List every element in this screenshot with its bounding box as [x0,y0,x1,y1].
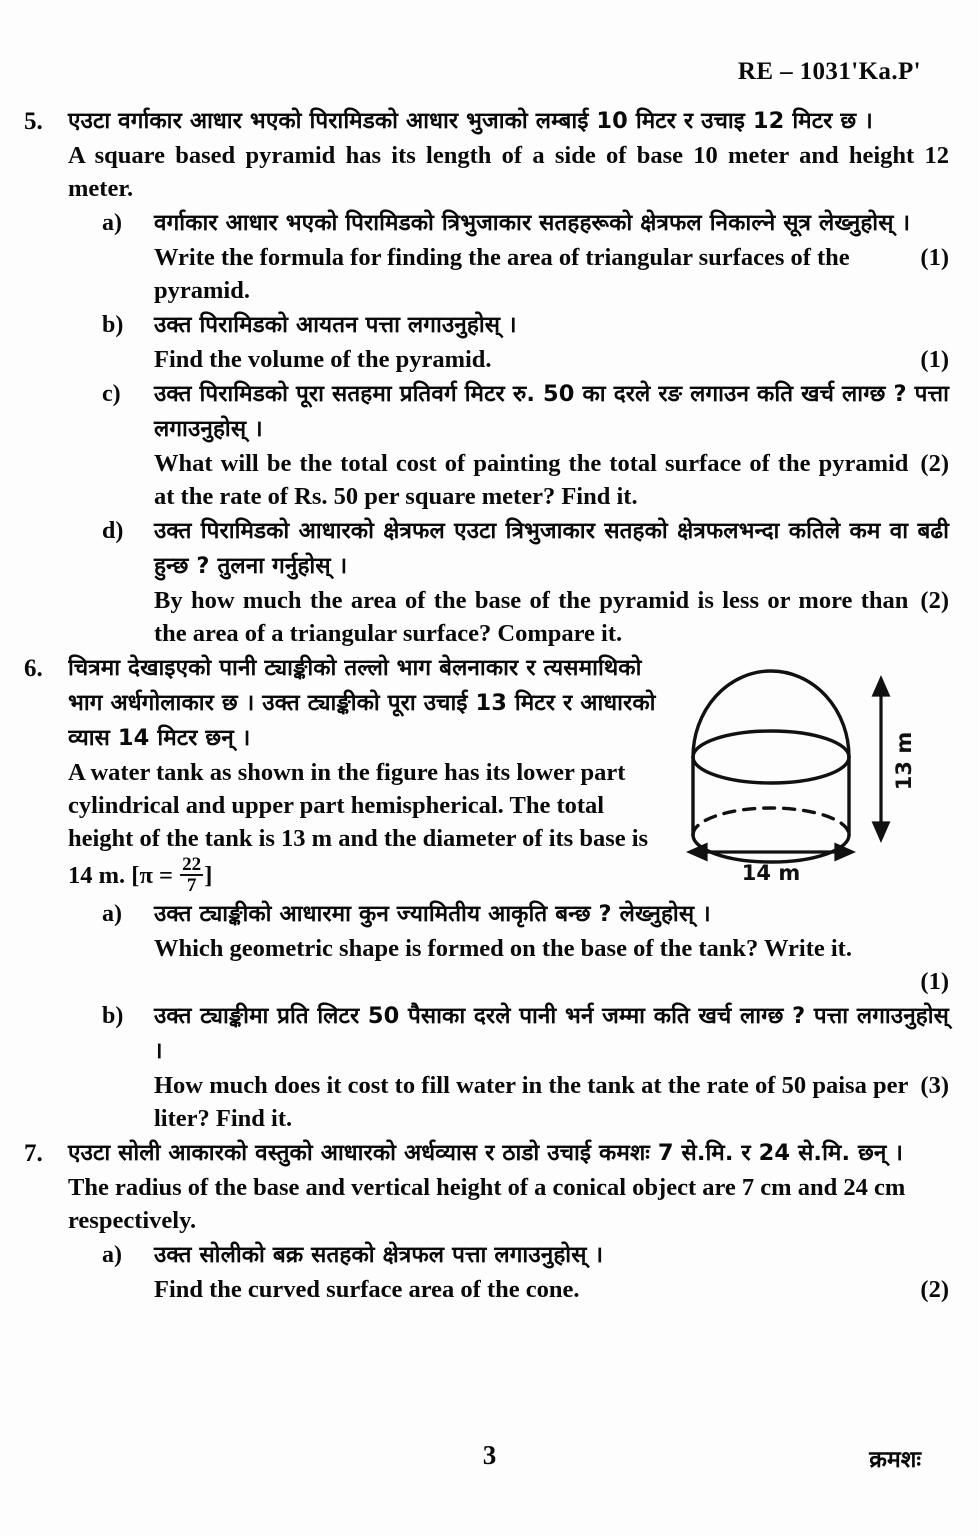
question-5-part-d-nepali: उक्त पिरामिडको आधारको क्षेत्रफल एउटा त्रिभुजाकार सतहको क्षेत्रफलभन्दा कतिले कम वा बढी हुन्छ ? तुलना गर्नुहोस् । [154,518,949,579]
water-tank-figure [681,653,949,885]
question-5-part-a-nepali: वर्गाकार आधार भएको पिरामिडको त्रिभुजाकार सतहहरूको क्षेत्रफल निकाल्ने सूत्र लेख्नुहोस् । [154,210,911,236]
pi-fraction-denominator: 7 [180,874,203,895]
question-6-part-b-english-wrap [154,1069,949,1135]
question-6-part-a-nepali: उक्त ट्याङ्कीको आधारमा कुन ज्यामितीय आकृति बन्छ ? लेख्नुहोस् । [154,900,711,927]
question-5-part-c-label: c) [102,381,121,407]
page-number: 3 [482,1440,497,1470]
question-5-part-a-english-wrap [154,241,949,307]
question-6-stem-english-post: ] [204,861,213,889]
question-7-part-a-label: a) [102,1241,122,1268]
question-5-part-a-english: Write the formula for finding the area of triangular surfaces of the pyramid. [154,244,850,304]
question-5-part-b-label: b) [102,312,124,338]
question-5-part-d-marks: (2) [920,587,949,614]
question-7 [24,1136,949,1306]
questions-container [24,104,949,1307]
question-6-part-a-marks: (1) [920,967,949,995]
page-footer [0,1440,979,1480]
question-6-part-a [68,897,949,998]
question-5-part-a-label: a) [102,210,122,236]
question-6 [24,651,949,1135]
paper-code-header: RE – 1031'Ka.P' [737,58,921,85]
question-7-stem-english: The radius of the base and vertical height of a conical object are 7 cm and 24 cm respectively. [68,1173,906,1234]
question-6-part-a-english: Which geometric shape is formed on the base of the tank? Write it. [154,934,852,962]
question-5-part-b-english: Find the volume of the pyramid. [154,346,492,373]
question-5-number: 5. [24,108,43,135]
question-5-part-c-english: What will be the total cost of painting the total surface of the pyramid at the rate of Rs. 50 per square meter? Find it. [154,450,909,510]
question-5-stem-nepali: एउटा वर्गाकार आधार भएको पिरामिडको आधार भुजाको लम्बाई 10 मिटर र उचाइ 12 मिटर छ । [68,108,873,134]
question-6-part-b-english: How much does it cost to fill water in the tank at the rate of 50 paisa per liter? Find it. [154,1071,909,1132]
question-5-part-d-english: By how much the area of the base of the pyramid is less or more than the area of a triangular surface? Compare it. [154,587,909,647]
question-5-part-a [68,206,949,307]
question-6-part-a-label: a) [102,900,122,927]
question-6-part-b-marks: (3) [920,1071,949,1099]
question-5-part-b [68,308,949,376]
question-5-part-c [68,377,949,513]
question-7-part-a-english-wrap [154,1273,949,1306]
question-6-number: 6. [24,655,43,682]
question-5-part-b-english-wrap [154,343,949,376]
pi-fraction [180,855,203,896]
question-7-part-a-nepali: उक्त सोलीको बक्र सतहको क्षेत्रफल पत्ता लगाउनुहोस् । [154,1241,604,1268]
question-6-part-b-nepali: उक्त ट्याङ्कीमा प्रति लिटर 50 पैसाका दरले पानी भर्न जम्मा कति खर्च लाग्छ ? पत्ता लगाउनुहोस् । [154,1002,949,1064]
question-7-part-a [68,1238,949,1306]
question-6-part-b [68,999,949,1135]
question-5-part-b-marks: (1) [920,346,949,373]
question-6-part-b-label: b) [102,1002,124,1029]
question-5-part-d-english-wrap [154,584,949,650]
question-6-stem-english-pre: A water tank as shown in the figure has its lower part cylindrical and upper part hemispherical. The total height of the tank is 13 m and the diameter of its base is 14 m. [π = [68,759,649,889]
question-6-stem-nepali: चित्रमा देखाइएको पानी ट्याङ्कीको तल्लो भाग बेलनाकार र त्यसमाथिको भाग अर्धगोलाकार छ । उक्त ट्याङ्कीको पूरा उचाई 13 मिटर र आधारको व्यास 14 मिटर छन् । [68,655,656,751]
question-5-part-c-nepali: उक्त पिरामिडको पूरा सतहमा प्रतिवर्ग मिटर रु. 50 का दरले रङ लगाउन कति खर्च लाग्छ ? पत्ता लगाउनुहोस् । [154,381,949,442]
question-5-part-d [68,514,949,650]
question-7-number: 7. [24,1139,43,1167]
question-7-stem-nepali: एउटा सोली आकारको वस्तुको आधारको अर्धव्यास र ठाडो उचाई कमशः 7 से.मि. र 24 से.मि. छन् । [68,1139,904,1166]
question-7-part-a-english: Find the curved surface area of the cone. [154,1275,580,1303]
question-5-part-b-nepali: उक्त पिरामिडको आयतन पत्ता लगाउनुहोस् । [154,312,517,338]
question-5-stem-english: A square based pyramid has its length of a side of base 10 meter and height 12 meter. [68,142,949,202]
question-5-part-c-marks: (2) [920,450,949,477]
question-7-part-a-marks: (2) [920,1275,949,1303]
question-6-text [68,651,669,896]
question-5-part-c-english-wrap [154,447,949,513]
question-6-stem-english [68,756,669,896]
tank-diameter-label: 14 m [741,861,801,885]
question-5-part-a-marks: (1) [920,244,949,271]
continued-label: क्रमशः [869,1447,921,1473]
tank-height-label: 13 m [892,731,916,791]
question-5 [24,104,949,650]
water-tank-figure-slot [681,653,949,885]
question-5-part-d-label: d) [102,518,124,544]
pi-fraction-numerator: 22 [182,854,202,875]
